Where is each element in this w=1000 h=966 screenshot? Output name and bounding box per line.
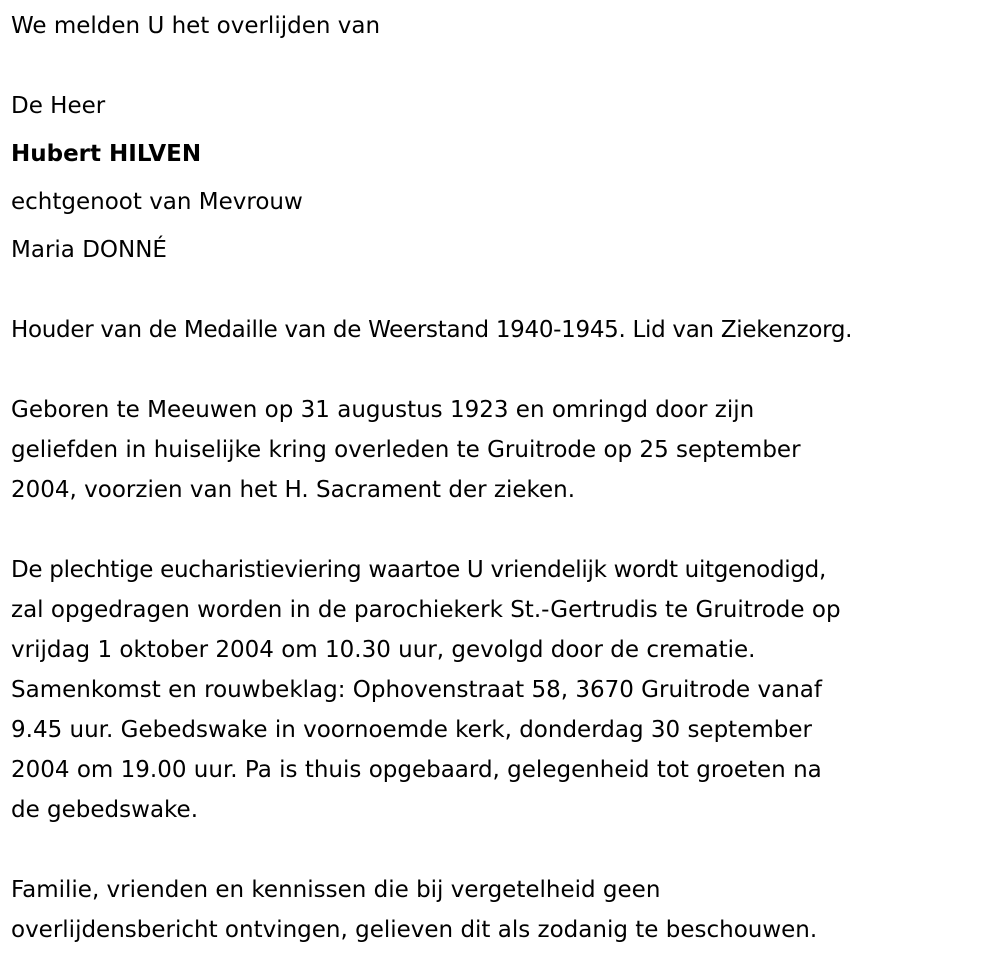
paragraph-line: Familie, vrienden en kennissen die bij vergetelheid geen [11,877,661,903]
paragraph-line: 2004 om 19.00 uur. Pa is thuis opgebaard, gelegenheid tot groeten na [11,757,822,783]
ceremony-paragraph [11,550,1000,830]
title-prefix: De Heer [11,93,106,119]
paragraph-line: de gebedswake. [11,797,199,823]
closing-paragraph [11,870,1000,950]
paragraph-line: vrijdag 1 oktober 2004 om 10.30 uur, gevolgd door de crematie. [11,637,756,663]
paragraph-line: 2004, voorzien van het H. Sacrament der zieken. [11,477,576,503]
paragraph-line: overlijdensbericht ontvingen, gelieven dit als zodanig te beschouwen. [11,917,818,943]
honours-text: Houder van de Medaille van de Weerstand 1940-1945. Lid van Ziekenzorg. [11,317,853,343]
birth-death-paragraph [11,390,1000,510]
deceased-name: Hubert HILVEN [11,141,202,167]
paragraph-line: geliefden in huiselijke kring overleden te Gruitrode op 25 september [11,437,801,463]
intro-text: We melden U het overlijden van [11,13,381,39]
paragraph-line: 9.45 uur. Gebedswake in voornoemde kerk, donderdag 30 september [11,717,812,743]
spouse-label: echtgenoot van Mevrouw [11,189,303,215]
paragraph-line: Geboren te Meeuwen op 31 augustus 1923 en omringd door zijn [11,397,755,423]
paragraph-line: zal opgedragen worden in de parochiekerk St.-Gertrudis te Gruitrode op [11,597,841,623]
paragraph-line: Samenkomst en rouwbeklag: Ophovenstraat 58, 3670 Gruitrode vanaf [11,677,822,703]
spouse-name: Maria DONNÉ [11,237,167,263]
paragraph-line: De plechtige eucharistieviering waartoe U vriendelijk wordt uitgenodigd, [11,557,826,583]
